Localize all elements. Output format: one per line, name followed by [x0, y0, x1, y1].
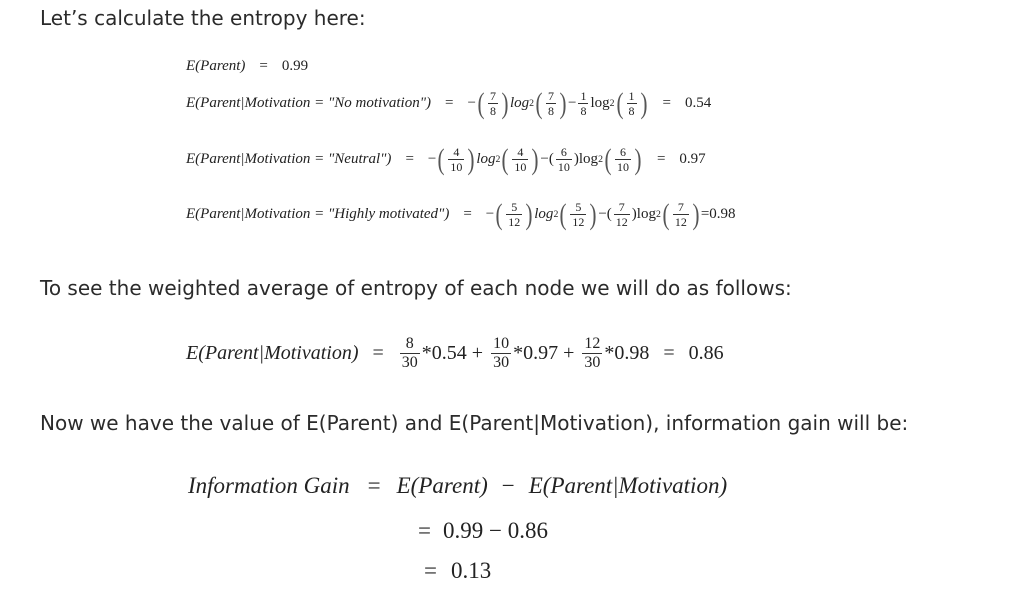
- eq-no-minus-2: −: [568, 95, 577, 111]
- denominator: 30: [401, 354, 418, 371]
- fraction: [556, 146, 572, 173]
- fraction: [491, 336, 511, 371]
- fraction: [627, 90, 637, 117]
- paren-close: ): [559, 87, 567, 120]
- fraction: [512, 146, 528, 173]
- eq-weighted-lhs: E(Parent|Motivation): [186, 342, 359, 364]
- numerator: 5: [575, 200, 582, 214]
- paren-open-small: (: [606, 206, 612, 222]
- eq-high-lhs: E(Parent|Motivation = "Highly motivated"): [186, 206, 450, 222]
- numerator: 10: [493, 335, 510, 352]
- log-base: 2: [495, 154, 501, 165]
- log-base: 2: [655, 209, 661, 220]
- paren-close-small: ): [631, 206, 637, 222]
- denominator: 8: [628, 104, 635, 118]
- fraction: [614, 201, 630, 228]
- denominator: 10: [450, 160, 463, 174]
- fraction: [582, 336, 602, 371]
- eq-neutral-result-equals: =: [656, 151, 666, 167]
- eq-no-minus: −: [467, 95, 476, 111]
- eq-weighted-term2: *0.97 +: [513, 342, 575, 364]
- entropy-highly-motivated-equation: [186, 198, 736, 231]
- numerator: 4: [517, 145, 524, 159]
- eq-neutral-minus-2: −: [540, 151, 549, 167]
- information-gain-line2: [418, 518, 548, 544]
- eq-parent-equals: =: [259, 58, 268, 74]
- paren-open: (: [535, 87, 543, 120]
- weighted-average-text: To see the weighted average of entropy of each node we will do as follows:: [40, 276, 792, 300]
- log-base: 2: [609, 98, 615, 109]
- log-base: 2: [529, 98, 534, 109]
- numerator: 5: [511, 200, 518, 214]
- eq-high-result: 0.98: [709, 206, 736, 222]
- log-base: 2: [598, 154, 603, 165]
- paren-open: (: [616, 87, 624, 120]
- eq-weighted-equals: =: [372, 342, 384, 364]
- eq-no-equals: =: [445, 95, 454, 111]
- fraction: [488, 90, 498, 117]
- eq-gain-lhs: Information Gain: [188, 473, 350, 498]
- eq-high-minus-2: −: [598, 206, 607, 222]
- paren-open: (: [559, 198, 567, 231]
- numerator: 7: [489, 89, 496, 103]
- fraction: [448, 146, 464, 173]
- eq-gain-minus: −: [501, 473, 515, 498]
- numerator: 4: [453, 145, 460, 159]
- denominator: 10: [514, 160, 527, 174]
- entropy-parent-equation: [186, 58, 308, 75]
- paren-open: (: [604, 143, 612, 176]
- fraction: [673, 201, 689, 228]
- eq-no-result-equals: =: [662, 95, 671, 111]
- eq-no-result: 0.54: [684, 95, 712, 111]
- numerator: 7: [677, 200, 684, 214]
- paren-open: (: [437, 143, 445, 176]
- eq-weighted-term1: *0.54 +: [421, 342, 484, 364]
- numerator: 6: [560, 145, 567, 159]
- denominator: 12: [508, 215, 521, 229]
- paren-close: ): [634, 143, 642, 176]
- log-symbol: log: [509, 95, 530, 111]
- entropy-no-motivation-equation: [186, 87, 712, 120]
- denominator: 30: [584, 354, 601, 371]
- intro-text: Let’s calculate the entropy here:: [40, 6, 366, 30]
- paren-open-small: (: [548, 151, 554, 167]
- paren-open: (: [662, 198, 670, 231]
- paren-open: (: [477, 87, 485, 120]
- paren-close: ): [640, 87, 648, 120]
- paren-close: ): [501, 87, 509, 120]
- eq-weighted-result-equals: =: [663, 342, 675, 364]
- eq-neutral-minus: −: [427, 151, 437, 167]
- paren-close-small: ): [573, 151, 579, 167]
- numerator: 1: [628, 89, 635, 103]
- fraction: [615, 146, 631, 173]
- eq-gain-b: E(Parent|Motivation): [528, 473, 728, 498]
- fraction: [578, 90, 588, 117]
- eq-high-minus: −: [485, 206, 495, 222]
- numerator: 7: [548, 89, 554, 103]
- log-base: 2: [553, 209, 559, 220]
- eq-weighted-term3: *0.98: [604, 342, 650, 364]
- fraction: [546, 90, 556, 117]
- numerator: 7: [618, 200, 625, 214]
- eq-parent-value: 0.99: [281, 58, 309, 74]
- eq-gain-l2-value: 0.99 − 0.86: [442, 518, 548, 543]
- eq-high-result-equals: =: [700, 206, 710, 222]
- paren-close: ): [692, 198, 700, 231]
- denominator: 10: [557, 160, 570, 174]
- entropy-neutral-equation: [186, 143, 706, 176]
- paren-close: ): [531, 143, 539, 176]
- fraction: [400, 336, 420, 371]
- paren-open: (: [495, 198, 503, 231]
- log-symbol: log: [590, 95, 610, 111]
- eq-high-equals: =: [463, 206, 472, 222]
- information-gain-line3: [424, 558, 491, 584]
- denominator: 12: [674, 215, 687, 229]
- log-symbol: log: [636, 206, 656, 222]
- denominator: 8: [548, 104, 554, 118]
- log-symbol: log: [534, 206, 554, 222]
- paren-close: ): [525, 198, 533, 231]
- paren-close: ): [589, 198, 597, 231]
- denominator: 12: [572, 215, 585, 229]
- numerator: 1: [580, 89, 587, 103]
- fraction: [570, 201, 586, 228]
- eq-no-lhs: E(Parent|Motivation = "No motivation"): [186, 95, 432, 111]
- denominator: 10: [616, 160, 629, 174]
- eq-gain-l3-value: 0.13: [450, 558, 492, 583]
- fraction: [506, 201, 522, 228]
- paren-close: ): [467, 143, 475, 176]
- eq-weighted-result: 0.86: [688, 342, 724, 364]
- eq-neutral-equals: =: [405, 151, 414, 167]
- log-symbol: log: [578, 151, 599, 167]
- information-gain-text: Now we have the value of E(Parent) and E(Parent|Motivation), information gain will be:: [40, 411, 909, 435]
- information-gain-equation: [188, 473, 727, 499]
- numerator: 12: [584, 335, 601, 352]
- eq-neutral-lhs: E(Parent|Motivation = "Neutral"): [186, 151, 392, 167]
- denominator: 8: [489, 104, 496, 118]
- numerator: 6: [619, 145, 626, 159]
- eq-gain-l2-equals: =: [418, 518, 431, 543]
- eq-neutral-result: 0.97: [679, 151, 706, 167]
- eq-gain-l3-equals: =: [424, 558, 437, 583]
- denominator: 30: [493, 354, 510, 371]
- numerator: 8: [405, 335, 414, 352]
- eq-gain-a: E(Parent): [396, 473, 488, 498]
- log-symbol: log: [476, 151, 496, 167]
- eq-gain-equals: =: [367, 473, 381, 498]
- denominator: 8: [580, 104, 587, 118]
- paren-open: (: [501, 143, 509, 176]
- denominator: 12: [615, 215, 628, 229]
- weighted-entropy-equation: [186, 336, 724, 371]
- eq-parent-lhs: E(Parent): [186, 58, 246, 74]
